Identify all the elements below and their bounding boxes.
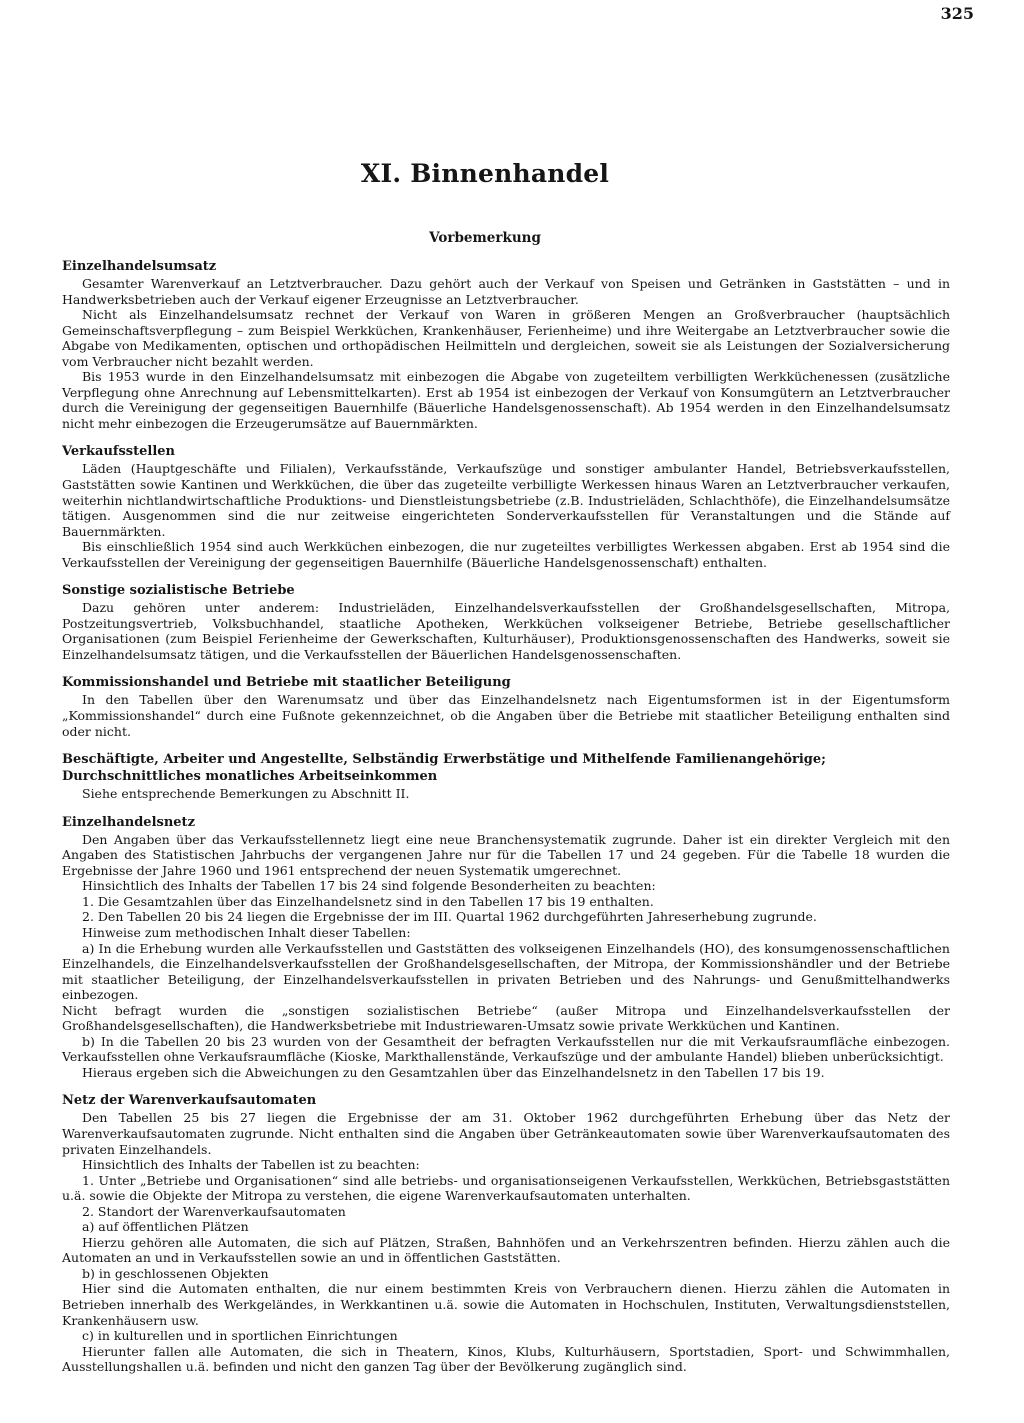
paragraph: Nicht befragt wurden die „sonstigen sozialistischen Betriebe“ (außer Mitropa und Einzelhandelsverkaufsstellen der Großhandelsgesellschaften), die Handwerksbetriebe mit Industriewaren-Umsatz sowie private Werkküchen und Kantinen. (62, 1002, 950, 1034)
paragraph: Bis einschließlich 1954 sind auch Werkküchen einbezogen, die nur zugeteiltes verbilligtes Werkessen abgaben. Erst ab 1954 sind die Verkaufsstellen der Vereinigung der gegenseitigen Bauernhilfe (Bäuerliche Handelsgenossenschaft) enthalten. (62, 539, 950, 570)
paragraph: Hierzu gehören alle Automaten, die sich auf Plätzen, Straßen, Bahnhöfen und an Verkehrszentren befinden. Hierzu zählen auch die Automaten an und in Verkaufsstellen sowie an und in öffentlichen Gaststätten. (62, 1234, 950, 1266)
paragraph: Läden (Hauptgeschäfte und Filialen), Verkaufsstände, Verkaufszüge und sonstiger ambulanter Handel, Betriebsverkaufsstellen, Gaststätten sowie Kantinen und Werkküchen, die über das zugeteilte verbilligte Werkessen hinaus Waren an Letztverbraucher verkaufen, weiterhin nichtlandwirtschaftliche Produktions- und Dienstleistungsbetriebe (z.B. Industrieläden, Schlachthöfe), die Einzelhandelsumsätze tätigen. Ausgenommen sind die nur zeitweise eingerichteten Sonderverkaufsstellen für Veranstaltungen und die Stände auf Bauernmärkten. (62, 461, 950, 539)
list-item: 1. Die Gesamtzahlen über das Einzelhandelsnetz sind in den Tabellen 17 bis 19 enthalten. (82, 893, 654, 909)
section-einzelhandelsnetz (62, 814, 950, 1081)
paragraph: Den Angaben über das Verkaufsstellennetz liegt eine neue Branchensystematik zugrunde. Daher ist ein direkter Vergleich mit den Angaben des Statistischen Jahrbuchs der vergangenen Jahre nur für die Tabellen 17 und 24 gegeben. Für die Tabelle 18 wurden die Ergebnisse der Jahre 1960 und 1961 entsprechend der neuen Systematik umgerechnet. (62, 831, 950, 878)
section-netz-der-warenverkaufsautomaten (62, 1092, 950, 1374)
paragraph: Hier sind die Automaten enthalten, die nur einem bestimmten Kreis von Verbrauchern dienen. Hierzu zählen die Automaten in Betrieben innerhalb des Werkgeländes, in Werkkantinen u.ä. sowie die Automaten in Hochschulen, Instituten, Verwaltungsdienststellen, Krankenhäusern usw. (62, 1281, 950, 1328)
paragraph: Hinweise zum methodischen Inhalt dieser Tabellen: (82, 924, 411, 940)
section-heading: Kommissionshandel und Betriebe mit staatlicher Beteiligung (62, 675, 511, 691)
list-item: b) in geschlossenen Objekten (82, 1265, 269, 1281)
list-item: a) In die Erhebung wurden alle Verkaufsstellen und Gaststätten des volkseigenen Einzelhandels (HO), des konsumgenossenschaftlichen Einzelhandels, die Einzelhandelsverkaufsstellen der Großhandelsgesellschaften, der Mitropa, der Kommissionshändler und der Betriebe mit staatlicher Beteiligung, der Einzelhandelsverkaufsstellen in privaten Betrieben und des Nahrungs- und Genußmittelhandwerks einbezogen. (62, 940, 950, 1003)
section-sonstige-sozialistische-betriebe (62, 582, 950, 662)
paragraph: Siehe entsprechende Bemerkungen zu Abschnitt II. (82, 786, 410, 802)
paragraph: Nicht als Einzelhandelsumsatz rechnet der Verkauf von Waren in größeren Mengen an Großverbraucher (hauptsächlich Gemeinschaftsverpflegung – zum Beispiel Werkküchen, Krankenhäuser, Ferienheime) und ihre Weitergabe an Letztverbraucher sowie die Abgabe von Medikamenten, optischen und orthopädischen Heilmitteln und dergleichen, soweit sie als Leistungen der Sozialversicherung vom Verbraucher nicht bezahlt werden. (62, 307, 950, 369)
section-heading: Einzelhandelsumsatz (62, 259, 217, 274)
paragraph: Dazu gehören unter anderem: Industrieläden, Einzelhandelsverkaufsstellen der Großhandelsgesellschaften, Mitropa, Postzeitungsvertrieb, Volksbuchhandel, staatliche Apotheken, Werkküchen volkseigener Betriebe, Betriebe gesellschaftlicher Organisationen (zum Beispiel Ferienheime der Gewerkschaften, Kulturhäuser), Produktionsgenossenschaften des Handwerks, soweit sie Einzelhandelsumsatz tätigen, und die Verkaufsstellen der Bäuerlichen Handelsgenossenschaften. (62, 600, 950, 662)
list-item: 1. Unter „Betriebe und Organisationen“ sind alle betriebs- und organisationseigenen Verkaufsstellen, Werkküchen, Betriebsgaststätten u.ä. sowie die Objekte der Mitropa zu verstehen, die eigene Warenverkaufsautomaten unterhalten. (62, 1172, 950, 1204)
section-heading: Sonstige sozialistische Betriebe (62, 583, 295, 599)
paragraph: Hierunter fallen alle Automaten, die sich in Theatern, Kinos, Klubs, Kulturhäusern, Sportstadien, Sport- und Schwimmhallen, Ausstellungshallen u.ä. befinden und nicht den ganzen Tag über der Bevölkerung zugänglich sind. (62, 1343, 950, 1375)
document-body (62, 258, 950, 1387)
paragraph: Hinsichtlich des Inhalts der Tabellen 17 bis 24 sind folgende Besonderheiten zu beachten: (82, 878, 656, 894)
paragraph: Den Tabellen 25 bis 27 liegen die Ergebnisse der am 31. Oktober 1962 durchgeführten Erhebung über das Netz der Warenverkaufsautomaten zugrunde. Nicht enthalten sind die Angaben über Getränkeautomaten sowie über Warenverkaufsautomaten des privaten Einzelhandels. (62, 1110, 950, 1157)
list-item: 2. Standort der Warenverkaufsautomaten (82, 1203, 346, 1219)
section-heading: Beschäftigte, Arbeiter und Angestellte, Selbständig Erwerbstätige und Mithelfende Familienangehörige; Durchschnittliches monatliches Arbeitseinkommen (62, 752, 826, 785)
section-heading: Netz der Warenverkaufsautomaten (62, 1093, 317, 1109)
section-verkaufsstellen (62, 443, 950, 570)
paragraph: Hieraus ergeben sich die Abweichungen zu den Gesamtzahlen über das Einzelhandelsnetz in den Tabellen 17 bis 19. (82, 1064, 825, 1080)
section-heading: Verkaufsstellen (62, 444, 176, 460)
section-einzelhandelsumsatz (62, 258, 950, 431)
paragraph: In den Tabellen über den Warenumsatz und über das Einzelhandelsnetz nach Eigentumsformen ist in der Eigentumsform „Kommissionshandel“ durch eine Fußnote gekennzeichnet, ob die Angaben über die Betriebe mit staatlicher Beteiligung enthalten sind oder nicht. (62, 692, 950, 739)
list-item: 2. Den Tabellen 20 bis 24 liegen die Ergebnisse der im III. Quartal 1962 durchgeführten Jahreserhebung zugrunde. (82, 909, 817, 925)
paragraph: Bis 1953 wurde in den Einzelhandelsumsatz mit einbezogen die Abgabe von zugeteiltem verbilligten Werkküchenessen (zusätzliche Verpflegung ohne Anrechnung auf Lebensmittelkarten). Erst ab 1954 ist einbezogen der Verkauf von Konsumgütern an Letztverbraucher durch die Vereinigung der gegenseitigen Bauernhilfe (Bäuerliche Handelsgenossenschaft). Ab 1954 werden in den Einzelhandelsumsatz nicht mehr einbezogen die Erzeugerumsätze auf Bauernmärkten. (62, 369, 950, 431)
page-number: 325 (940, 4, 974, 23)
paragraph: Gesamter Warenverkauf an Letztverbraucher. Dazu gehört auch der Verkauf von Speisen und Getränken in Gaststätten – und in Handwerksbetrieben auch der Verkauf eigener Erzeugnisse an Letztverbraucher. (62, 276, 950, 307)
section-beschaeftigte (62, 751, 950, 802)
chapter-title: XI. Binnenhandel (360, 159, 610, 188)
section-heading: Einzelhandelsnetz (62, 814, 195, 830)
paragraph: Hinsichtlich des Inhalts der Tabellen ist zu beachten: (82, 1157, 420, 1173)
list-item: b) In die Tabellen 20 bis 23 wurden von der Gesamtheit der befragten Verkaufsstellen nur die mit Verkaufsraumfläche einbezogen. Verkaufsstellen ohne Verkaufsraumfläche (Kioske, Markthallenstände, Verkaufszüge und der ambulante Handel) blieben unberücksichtigt. (62, 1033, 950, 1065)
list-item: c) in kulturellen und in sportlichen Einrichtungen (82, 1328, 398, 1344)
section-kommissionshandel (62, 674, 950, 739)
list-item: a) auf öffentlichen Plätzen (82, 1219, 249, 1235)
section-subtitle: Vorbemerkung (429, 230, 541, 246)
